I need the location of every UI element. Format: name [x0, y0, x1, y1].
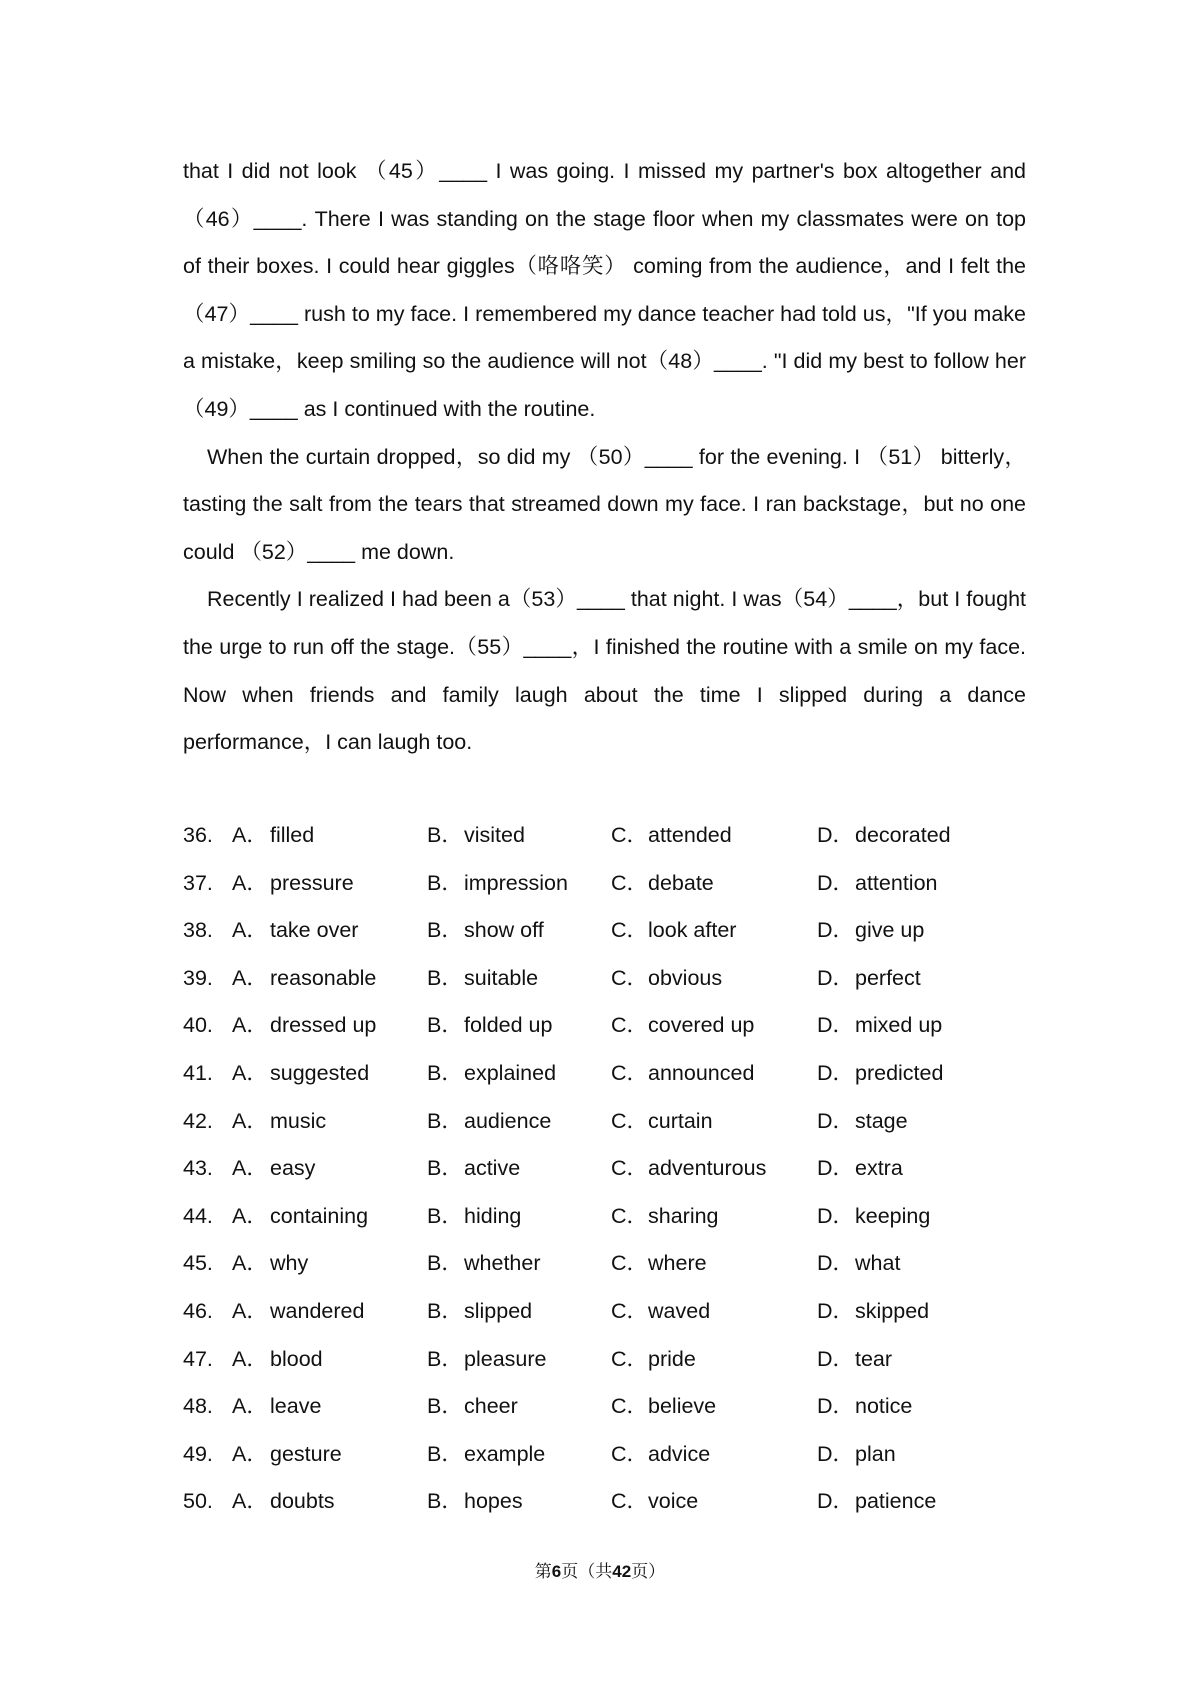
- option-b-text: suitable: [464, 965, 539, 990]
- option-c-text: curtain: [648, 1108, 713, 1133]
- cloze-passage: [183, 148, 1026, 767]
- option-b-text: hiding: [464, 1203, 522, 1228]
- option-b-text: audience: [464, 1108, 552, 1133]
- option-c-letter: C．: [611, 1013, 649, 1038]
- question-row: [183, 860, 1043, 908]
- question-number: 39.: [183, 965, 213, 990]
- footer-prefix: 第: [534, 1562, 552, 1582]
- footer-total-pages: 42: [612, 1562, 632, 1581]
- question-number: 38.: [183, 918, 213, 943]
- option-d-letter: D．: [817, 1108, 855, 1133]
- option-a-letter: A．: [232, 1013, 268, 1038]
- option-b-letter: B．: [427, 1441, 463, 1466]
- option-b-text: active: [464, 1156, 521, 1181]
- option-a-text: pressure: [270, 870, 354, 895]
- footer-suffix: 页）: [631, 1562, 666, 1582]
- option-a-letter: A．: [232, 1298, 268, 1323]
- option-d-text: attention: [855, 870, 938, 895]
- option-c-letter: C．: [611, 918, 649, 943]
- question-number: 37.: [183, 870, 213, 895]
- option-c-text: announced: [648, 1060, 755, 1085]
- option-d-text: mixed up: [855, 1013, 943, 1038]
- option-b-letter: B．: [427, 1298, 463, 1323]
- option-c-letter: C．: [611, 823, 649, 847]
- option-a-letter: A．: [232, 1251, 268, 1276]
- option-b-text: explained: [464, 1060, 557, 1085]
- option-d-letter: D．: [817, 1394, 855, 1419]
- option-d-letter: D．: [817, 1013, 855, 1038]
- option-b-letter: B．: [427, 1108, 463, 1133]
- option-c-text: covered up: [648, 1013, 755, 1038]
- option-c-letter: C．: [611, 1156, 649, 1181]
- option-a-letter: A．: [232, 1108, 268, 1133]
- answer-options-list: [183, 812, 1043, 1526]
- question-row: [183, 1431, 1043, 1479]
- option-c-letter: C．: [611, 1251, 649, 1276]
- option-c-text: look after: [648, 918, 737, 943]
- option-d-letter: D．: [817, 870, 855, 895]
- option-d-letter: D．: [817, 965, 855, 990]
- option-c-text: voice: [648, 1489, 699, 1514]
- option-a-letter: A．: [232, 918, 268, 943]
- passage-paragraph-2: When the curtain dropped，so did my （50）____ for the evening. I （51） bitterly，tasting the salt from the tears that streamed down my face. I ran backstage，but no one could （52）____ me down.: [183, 444, 1026, 564]
- passage-paragraph-3: Recently I realized I had been a（53）____ that night. I was（54）____，but I fought the urge to run off the stage.（55）____，I finished the routine with a smile on my face. Now when friends and family laugh about the time I slipped during a dance performance，I can laugh too.: [183, 587, 1026, 755]
- passage-paragraph-1: that I did not look （45）____ I was going. I missed my partner's box altogether and （46）____. There I was standing on the stage floor when my classmates were on top of their boxes. I could hear giggles（咯咯笑） coming from the audience，and I felt the（47）____ rush to my face. I remembered my dance teacher had told us，"If you make a mistake，keep smiling so the audience will not（48）____. "I did my best to follow her （49）____ as I continued with the routine.: [183, 159, 1026, 421]
- question-number: 48.: [183, 1394, 213, 1419]
- option-d-letter: D．: [817, 1203, 855, 1228]
- option-c-text: obvious: [648, 965, 723, 990]
- option-d-letter: D．: [817, 1060, 855, 1085]
- option-c-letter: C．: [611, 1060, 649, 1085]
- option-a-text: dressed up: [270, 1013, 377, 1038]
- option-d-letter: D．: [817, 1489, 855, 1514]
- option-c-text: where: [648, 1251, 707, 1276]
- option-a-text: suggested: [270, 1060, 370, 1085]
- option-c-letter: C．: [611, 1441, 649, 1466]
- question-row: [183, 1240, 1043, 1288]
- question-number: 40.: [183, 1013, 213, 1038]
- option-b-letter: B．: [427, 1203, 463, 1228]
- option-c-text: believe: [648, 1394, 717, 1419]
- option-b-letter: B．: [427, 1394, 463, 1419]
- option-a-letter: A．: [232, 1203, 268, 1228]
- option-a-letter: A．: [232, 1156, 268, 1181]
- question-row: [183, 1145, 1043, 1193]
- question-row: [183, 1288, 1043, 1336]
- option-d-letter: D．: [817, 1441, 855, 1466]
- question-row: [183, 1002, 1043, 1050]
- option-a-text: take over: [270, 918, 359, 943]
- option-a-text: gesture: [270, 1441, 342, 1466]
- question-row: [183, 1098, 1043, 1146]
- option-c-text: debate: [648, 870, 714, 895]
- question-row: [183, 812, 1043, 860]
- option-a-letter: A．: [232, 1060, 268, 1085]
- option-d-letter: D．: [817, 1156, 855, 1181]
- option-b-text: slipped: [464, 1298, 533, 1323]
- option-a-letter: A．: [232, 1394, 268, 1419]
- option-d-text: give up: [855, 918, 925, 943]
- option-b-letter: B．: [427, 918, 463, 943]
- option-a-letter: A．: [232, 870, 268, 895]
- option-d-text: skipped: [855, 1298, 930, 1323]
- question-number: 43.: [183, 1156, 213, 1181]
- option-d-text: notice: [855, 1394, 913, 1419]
- option-b-text: example: [464, 1441, 546, 1466]
- option-c-letter: C．: [611, 1298, 649, 1323]
- option-a-text: leave: [270, 1394, 322, 1419]
- option-b-text: folded up: [464, 1013, 553, 1038]
- option-d-text: perfect: [855, 965, 921, 990]
- option-c-letter: C．: [611, 1108, 649, 1133]
- question-row: [183, 1336, 1043, 1384]
- option-c-letter: C．: [611, 1346, 649, 1371]
- option-c-text: pride: [648, 1346, 696, 1371]
- option-d-text: stage: [855, 1108, 908, 1133]
- option-a-letter: A．: [232, 1346, 268, 1371]
- option-d-text: predicted: [855, 1060, 944, 1085]
- question-number: 44.: [183, 1203, 213, 1228]
- footer-page-number: 6: [551, 1562, 562, 1581]
- question-row: [183, 1478, 1043, 1526]
- option-b-letter: B．: [427, 1013, 463, 1038]
- option-c-text: adventurous: [648, 1156, 767, 1181]
- question-number: 45.: [183, 1251, 213, 1276]
- question-row: [183, 1050, 1043, 1098]
- option-b-letter: B．: [427, 870, 463, 895]
- question-row: [183, 955, 1043, 1003]
- question-number: 46.: [183, 1298, 213, 1323]
- option-d-letter: D．: [817, 1346, 855, 1371]
- option-a-text: reasonable: [270, 965, 377, 990]
- option-c-text: sharing: [648, 1203, 719, 1228]
- option-c-letter: C．: [611, 1203, 649, 1228]
- question-number: 47.: [183, 1346, 213, 1371]
- question-number: 36.: [183, 823, 213, 847]
- question-number: 42.: [183, 1108, 213, 1133]
- question-row: [183, 1193, 1043, 1241]
- option-b-letter: B．: [427, 1346, 463, 1371]
- option-d-text: extra: [855, 1156, 903, 1181]
- question-number: 50.: [183, 1489, 213, 1514]
- option-b-text: cheer: [464, 1394, 518, 1419]
- option-b-text: visited: [464, 823, 525, 847]
- option-d-text: what: [855, 1251, 901, 1276]
- option-d-letter: D．: [817, 1251, 855, 1276]
- option-d-text: keeping: [855, 1203, 931, 1228]
- question-number: 49.: [183, 1441, 213, 1466]
- option-c-letter: C．: [611, 870, 649, 895]
- option-c-text: waved: [648, 1298, 711, 1323]
- option-b-letter: B．: [427, 965, 463, 990]
- option-b-letter: B．: [427, 1060, 463, 1085]
- option-a-text: why: [270, 1251, 309, 1276]
- option-b-letter: B．: [427, 1489, 463, 1514]
- question-row: [183, 1383, 1043, 1431]
- option-a-text: blood: [270, 1346, 323, 1371]
- option-c-letter: C．: [611, 1394, 649, 1419]
- option-b-letter: B．: [427, 1156, 463, 1181]
- option-c-text: advice: [648, 1441, 711, 1466]
- option-b-letter: B．: [427, 823, 463, 847]
- option-a-text: music: [270, 1108, 327, 1133]
- option-a-text: easy: [270, 1156, 316, 1181]
- option-a-letter: A．: [232, 1441, 268, 1466]
- option-a-letter: A．: [232, 823, 268, 847]
- option-a-text: wandered: [270, 1298, 365, 1323]
- option-c-letter: C．: [611, 965, 649, 990]
- page-footer: [0, 1557, 1200, 1582]
- option-a-text: doubts: [270, 1489, 335, 1514]
- option-b-text: impression: [464, 870, 568, 895]
- footer-middle: 页（共: [561, 1562, 613, 1582]
- option-d-text: patience: [855, 1489, 937, 1514]
- option-d-text: plan: [855, 1441, 896, 1466]
- option-a-text: containing: [270, 1203, 369, 1228]
- option-d-text: tear: [855, 1346, 893, 1371]
- option-d-text: decorated: [855, 823, 951, 847]
- option-b-text: pleasure: [464, 1346, 547, 1371]
- option-c-text: attended: [648, 823, 732, 847]
- option-d-letter: D．: [817, 918, 855, 943]
- question-number: 41.: [183, 1060, 213, 1085]
- option-d-letter: D．: [817, 823, 855, 847]
- option-a-text: filled: [270, 823, 315, 847]
- question-row: [183, 907, 1043, 955]
- option-c-letter: C．: [611, 1489, 649, 1514]
- option-b-text: whether: [464, 1251, 541, 1276]
- option-b-text: show off: [464, 918, 544, 943]
- option-a-letter: A．: [232, 965, 268, 990]
- option-d-letter: D．: [817, 1298, 855, 1323]
- option-a-letter: A．: [232, 1489, 268, 1514]
- option-b-text: hopes: [464, 1489, 523, 1514]
- option-b-letter: B．: [427, 1251, 463, 1276]
